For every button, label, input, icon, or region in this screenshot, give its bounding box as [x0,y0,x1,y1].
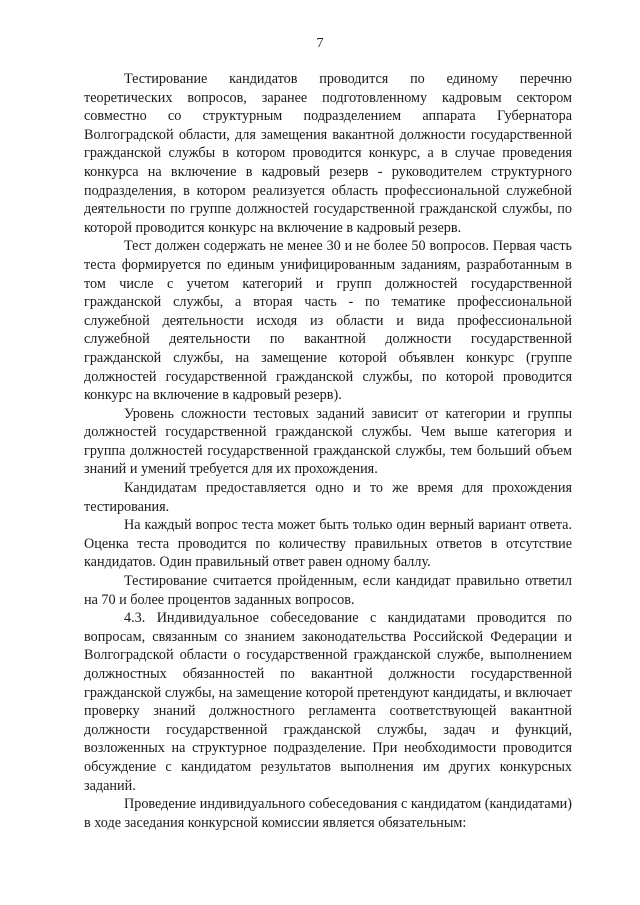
paragraph-testing-questions: Тестирование кандидатов проводится по единому перечню теоретических вопросов, заранее подготовленному кадровым сектором совместно со структурным подразделением аппарата Губернатора Волгоградской области, для замещения вакантной должности государственной гражданской службы в котором проводится конкурс, а в случае проведения конкурса на включение в кадровый резерв - руководителем структурного подразделения, в котором реализуется область профессиональной служебной деятельности по группе должностей государственной гражданской службы, по которой проводится конкурс на включение в кадровый резерв. [84,71,572,236]
paragraph-test-structure: Тест должен содержать не менее 30 и не более 50 вопросов. Первая часть теста формируется по единым унифицированным заданиям, разработанным в том числе с учетом категорий и групп должностей государственной гражданской службы, а вторая часть - по тематике профессиональной служебной деятельности исходя из области и вида профессиональной служебной деятельности по вакантной должности государственной гражданской службы, на замещение которой объявлен конкурс (группе должностей государственной гражданской службы, по которой проводится конкурс на включение в кадровый резерв). [84,238,572,404]
paragraph-equal-time: Кандидатам предоставляется одно и то же время для прохождения тестирования. [84,480,572,515]
page-number: 7 [316,36,324,51]
paragraph-difficulty-level: Уровень сложности тестовых заданий зависит от категории и группы должностей государственной гражданской службы. Чем выше категория и группа должностей государственной гражданской службы, тем больший объем знаний и умений требуется для их прохождения. [84,405,572,478]
paragraph-single-answer: На каждый вопрос теста может быть только один верный вариант ответа. Оценка теста проводится по количеству правильных ответов в отсутствие кандидатов. Один правильный ответ равен одному баллу. [84,517,572,571]
paragraph-individual-interview: 4.3. Индивидуальное собеседование с кандидатами проводится по вопросам, связанным со знанием законодательства Российской Федерации и Волгоградской области о государственной гражданской службе, выполнением должностных обязанностей по вакантной должности государственной гражданской службы, на замещение которой претендуют кандидаты, и включает проверку знаний должностного регламента соответствующей вакантной должности государственной гражданской службы, задач и функций, возложенных на структурное подразделение. При необходимости проводится обсуждение с кандидатом результатов выполнения им других конкурсных заданий. [84,610,572,794]
paragraph-pass-threshold: Тестирование считается пройденным, если кандидат правильно ответил на 70 и более процентов заданных вопросов. [84,573,572,608]
paragraph-interview-mandatory: Проведение индивидуального собеседования с кандидатом (кандидатами) в ходе заседания конкурсной комиссии является обязательным: [84,796,572,831]
document-body [84,70,572,832]
